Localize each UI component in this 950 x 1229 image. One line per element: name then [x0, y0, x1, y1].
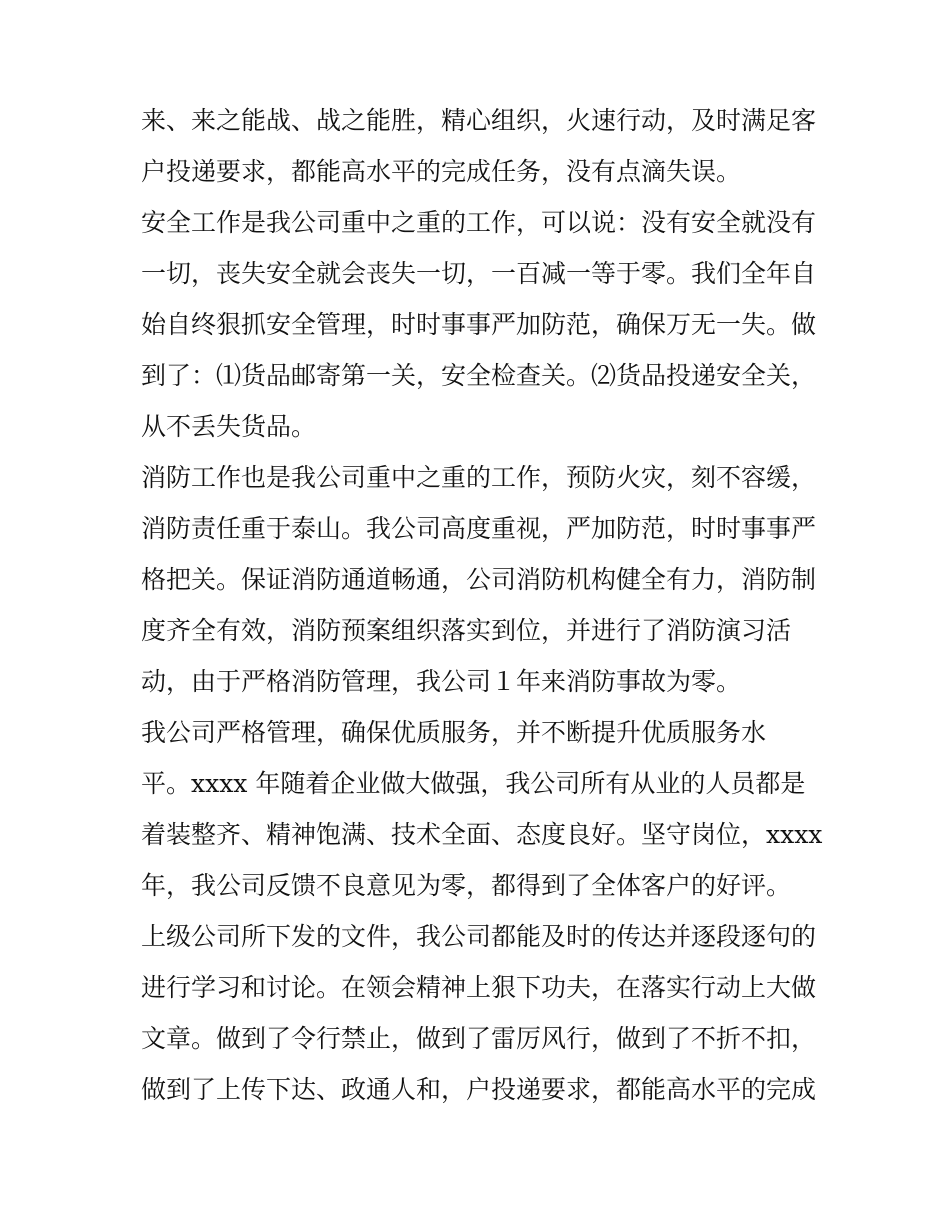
text-line-1: 来、来之能战、战之能胜，精心组织，火速行动，及时满足客 — [141, 106, 817, 135]
text-line-2: 户投递要求，都能高水平的完成任务，没有点滴失误。 — [141, 157, 742, 186]
text-line-16: 年，我公司反馈不良意见为零，都得到了全体客户的好评。 — [141, 871, 792, 900]
text-line-5: 始自终狠抓安全管理，时时事事严加防范，确保万无一失。做 — [141, 310, 817, 339]
text-line-11: 度齐全有效，消防预案组织落实到位，并进行了消防演习活 — [141, 616, 792, 645]
text-line-17: 上级公司所下发的文件，我公司都能及时的传达并逐段逐句的 — [141, 922, 817, 951]
text-line-9: 消防责任重于泰山。我公司高度重视，严加防范，时时事事严 — [141, 514, 817, 543]
text-line-15: 着装整齐、精神饱满、技术全面、态度良好。坚守岗位，xxxx — [141, 820, 823, 849]
text-line-8: 消防工作也是我公司重中之重的工作，预防火灾，刻不容缓， — [141, 463, 817, 492]
text-line-3: 安全工作是我公司重中之重的工作，可以说：没有安全就没有 — [141, 208, 817, 237]
text-line-14: 平。xxxx 年随着企业做大做强，我公司所有从业的人员都是 — [141, 769, 806, 798]
text-line-18: 进行学习和讨论。在领会精神上狠下功夫，在落实行动上大做 — [141, 973, 817, 1002]
text-line-4: 一切，丧失安全就会丧失一切，一百减一等于零。我们全年自 — [141, 259, 817, 288]
text-line-13: 我公司严格管理，确保优质服务，并不断提升优质服务水 — [141, 718, 767, 747]
text-line-10: 格把关。保证消防通道畅通，公司消防机构健全有力，消防制 — [141, 565, 817, 594]
text-line-6: 到了：⑴货品邮寄第一关，安全检查关。⑵货品投递安全关， — [141, 361, 817, 390]
text-line-7: 从不丢失货品。 — [141, 412, 317, 441]
text-line-12: 动，由于严格消防管理，我公司１年来消防事故为零。 — [141, 667, 742, 696]
text-line-20: 做到了上传下达、政通人和，户投递要求，都能高水平的完成 — [141, 1075, 817, 1104]
text-line-19: 文章。做到了令行禁止，做到了雷厉风行，做到了不折不扣， — [141, 1024, 817, 1053]
